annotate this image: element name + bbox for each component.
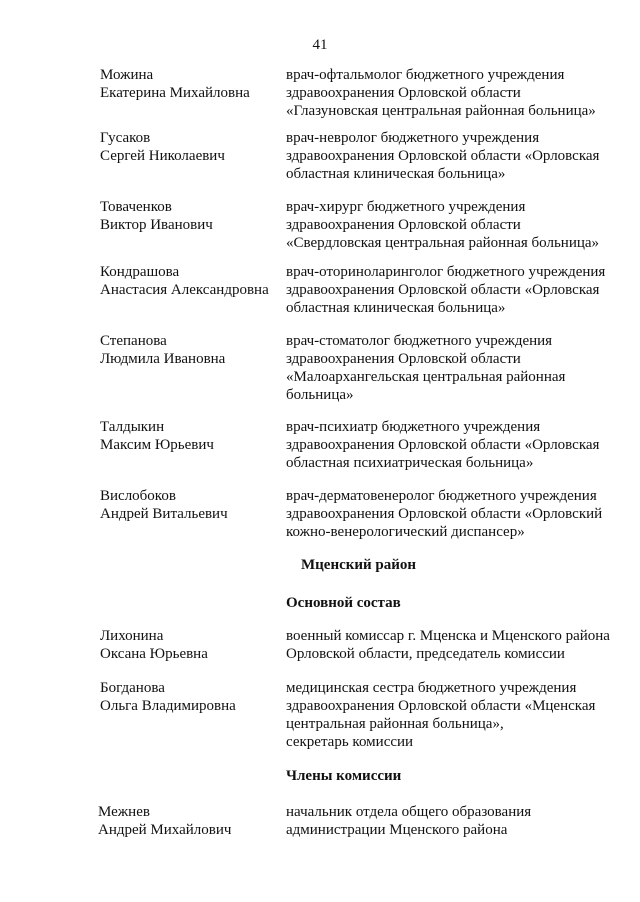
role-line: врач-офтальмолог бюджетного учреждения	[286, 67, 565, 83]
role-line: «Малоархангельская центральная районная	[286, 369, 566, 385]
entry-name	[100, 198, 280, 234]
role-line: здравоохранения Орловской области	[286, 217, 521, 233]
role-line: здравоохранения Орловской области «Мценская	[286, 698, 596, 714]
entry-role	[286, 66, 631, 120]
role-line: начальник отдела общего образования	[286, 804, 532, 820]
role-line: здравоохранения Орловской области «Орловская	[286, 437, 600, 453]
role-line: здравоохранения Орловской области	[286, 85, 521, 101]
name-line: Сергей Николаевич	[100, 148, 225, 164]
entry-name	[100, 129, 280, 165]
role-line: медицинская сестра бюджетного учреждения	[286, 680, 577, 696]
entry-role	[286, 198, 631, 252]
role-line: здравоохранения Орловской области «Орловская	[286, 148, 600, 164]
name-line: Максим Юрьевич	[100, 437, 214, 453]
role-line: «Свердловская центральная районная больница»	[286, 235, 600, 251]
district-heading: Мценский район	[301, 557, 417, 573]
members-heading: Члены комиссии	[286, 768, 402, 784]
entry-name	[100, 679, 280, 715]
entry-name	[100, 66, 280, 102]
name-line: Межнев	[98, 804, 150, 820]
name-line: Вислобоков	[100, 488, 176, 504]
role-line: врач-стоматолог бюджетного учреждения	[286, 333, 553, 349]
role-line: врач-хирург бюджетного учреждения	[286, 199, 526, 215]
name-line: Можина	[100, 67, 154, 83]
entry-name	[100, 418, 280, 454]
role-line: областная клиническая больница»	[286, 166, 506, 182]
name-line: Степанова	[100, 333, 167, 349]
entry-role	[286, 129, 631, 183]
name-line: Кондрашова	[100, 264, 180, 280]
role-line: «Глазуновская центральная районная больница»	[286, 103, 596, 119]
name-line: Виктор Иванович	[100, 217, 213, 233]
name-line: Ольга Владимировна	[100, 698, 236, 714]
entry-name	[100, 487, 280, 523]
name-line: Богданова	[100, 680, 165, 696]
role-line: областная клиническая больница»	[286, 300, 506, 316]
entry-name	[100, 332, 280, 368]
name-line: Екатерина Михайловна	[100, 85, 250, 101]
entry-role	[286, 487, 631, 541]
name-line: Андрей Михайлович	[98, 822, 232, 838]
entry-role	[286, 332, 631, 404]
entry-role	[286, 263, 631, 317]
entry-role	[286, 627, 631, 663]
role-line: областная психиатрическая больница»	[286, 455, 534, 471]
entry-name	[100, 627, 280, 663]
name-line: Анастасия Александровна	[100, 282, 269, 298]
role-line: центральная районная больница»,	[286, 716, 504, 732]
role-line: врач-оториноларинголог бюджетного учреждения	[286, 264, 606, 280]
entry-name	[100, 263, 280, 299]
name-line: Товаченков	[100, 199, 172, 215]
role-line: врач-психиатр бюджетного учреждения	[286, 419, 541, 435]
role-line: здравоохранения Орловской области «Орловская	[286, 282, 600, 298]
role-line: военный комиссар г. Мценска и Мценского района	[286, 628, 610, 644]
role-line: здравоохранения Орловской области	[286, 351, 521, 367]
role-line: администрации Мценского района	[286, 822, 508, 838]
entry-name	[98, 803, 278, 839]
main-composition-heading: Основной состав	[286, 595, 401, 611]
role-line: Орловской области, председатель комиссии	[286, 646, 565, 662]
entry-role	[286, 803, 631, 839]
name-line: Талдыкин	[100, 419, 165, 435]
name-line: Людмила Ивановна	[100, 351, 226, 367]
name-line: Гусаков	[100, 130, 151, 146]
entry-role	[286, 679, 631, 751]
role-line: здравоохранения Орловской области «Орловский	[286, 506, 603, 522]
page-number: 41	[312, 37, 328, 53]
role-line: врач-невролог бюджетного учреждения	[286, 130, 540, 146]
role-line: врач-дерматовенеролог бюджетного учреждения	[286, 488, 597, 504]
name-line: Оксана Юрьевна	[100, 646, 208, 662]
entry-role	[286, 418, 631, 472]
name-line: Андрей Витальевич	[100, 506, 228, 522]
name-line: Лихонина	[100, 628, 164, 644]
role-line: больница»	[286, 387, 354, 403]
role-line: кожно-венерологический диспансер»	[286, 524, 525, 540]
role-line: секретарь комиссии	[286, 734, 414, 750]
